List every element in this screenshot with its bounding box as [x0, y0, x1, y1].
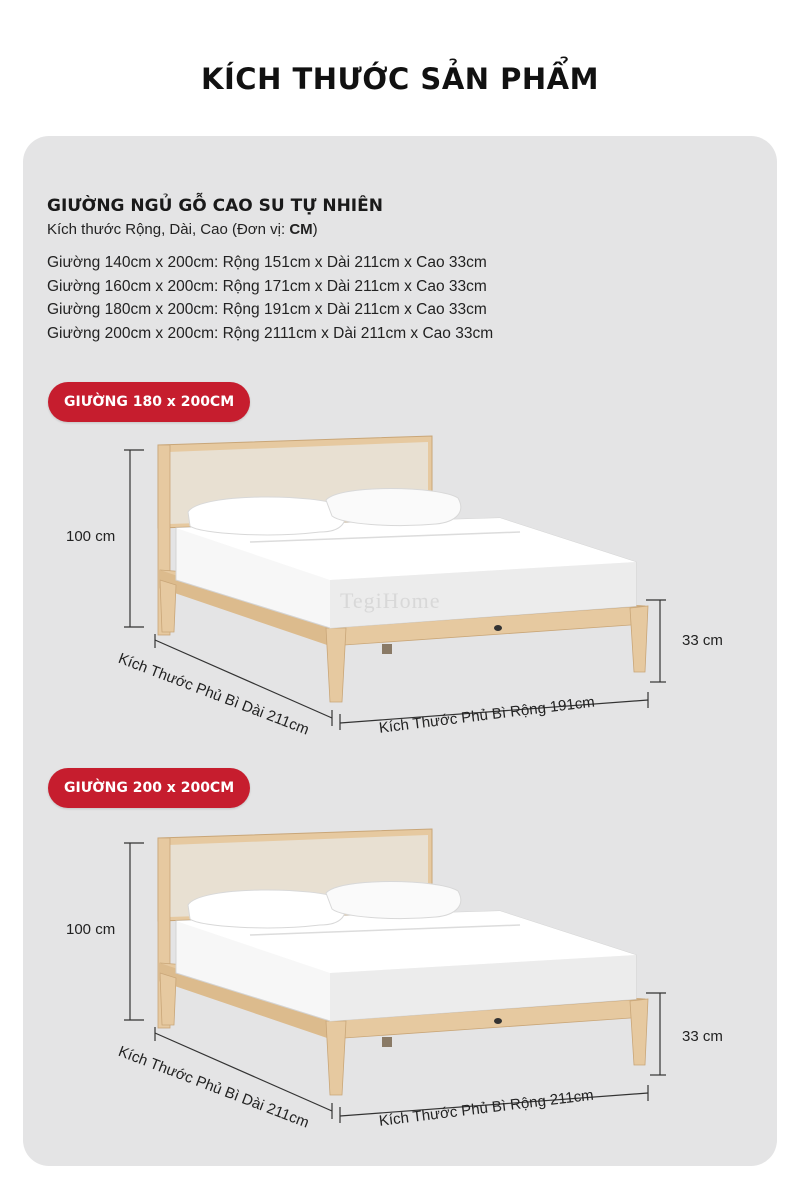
- spec-item: Giường 200cm x 200cm: Rộng 2111cm x Dài 211cm x Cao 33cm: [47, 324, 494, 342]
- bed-illustration: [0, 813, 800, 1153]
- variant-badge-200: GIƯỜNG 200 x 200CM: [48, 768, 250, 808]
- variant-badge-180: GIƯỜNG 180 x 200CM: [48, 382, 250, 422]
- headboard-height-label: 100 cm: [66, 528, 116, 545]
- unit-line: [47, 221, 318, 238]
- unit-suffix: ): [312, 221, 318, 238]
- frame-height-label: 33 cm: [682, 1028, 723, 1045]
- width-dimension-label: Kích Thước Phủ Bì Rộng 211cm: [378, 1086, 595, 1130]
- bed-figure-200: [0, 813, 800, 1153]
- product-title: GIƯỜNG NGỦ GỖ CAO SU TỰ NHIÊN: [47, 196, 383, 216]
- unit-value: CM: [289, 221, 313, 238]
- headboard-height-label: 100 cm: [66, 921, 116, 938]
- frame-height-label: 33 cm: [682, 632, 723, 649]
- spec-item: Giường 140cm x 200cm: Rộng 151cm x Dài 211cm x Cao 33cm: [47, 254, 487, 271]
- spec-list: [47, 251, 493, 345]
- width-dimension-label: Kích Thước Phủ Bì Rộng 191cm: [378, 693, 596, 737]
- length-dimension-label: Kích Thước Phủ Bì Dài 211cm: [115, 650, 312, 739]
- spec-item: Giường 180cm x 200cm: Rộng 191cm x Dài 211cm x Cao 33cm: [47, 301, 487, 318]
- length-dimension-label: Kích Thước Phủ Bì Dài 211cm: [115, 1043, 312, 1132]
- watermark: TegiHome: [340, 588, 441, 613]
- page-title: KÍCH THƯỚC SẢN PHẨM: [201, 62, 599, 96]
- bed-figure-180: [0, 420, 800, 760]
- unit-prefix: Kích thước Rộng, Dài, Cao (Đơn vị:: [47, 221, 290, 238]
- spec-item: Giường 160cm x 200cm: Rộng 171cm x Dài 211cm x Cao 33cm: [47, 277, 487, 295]
